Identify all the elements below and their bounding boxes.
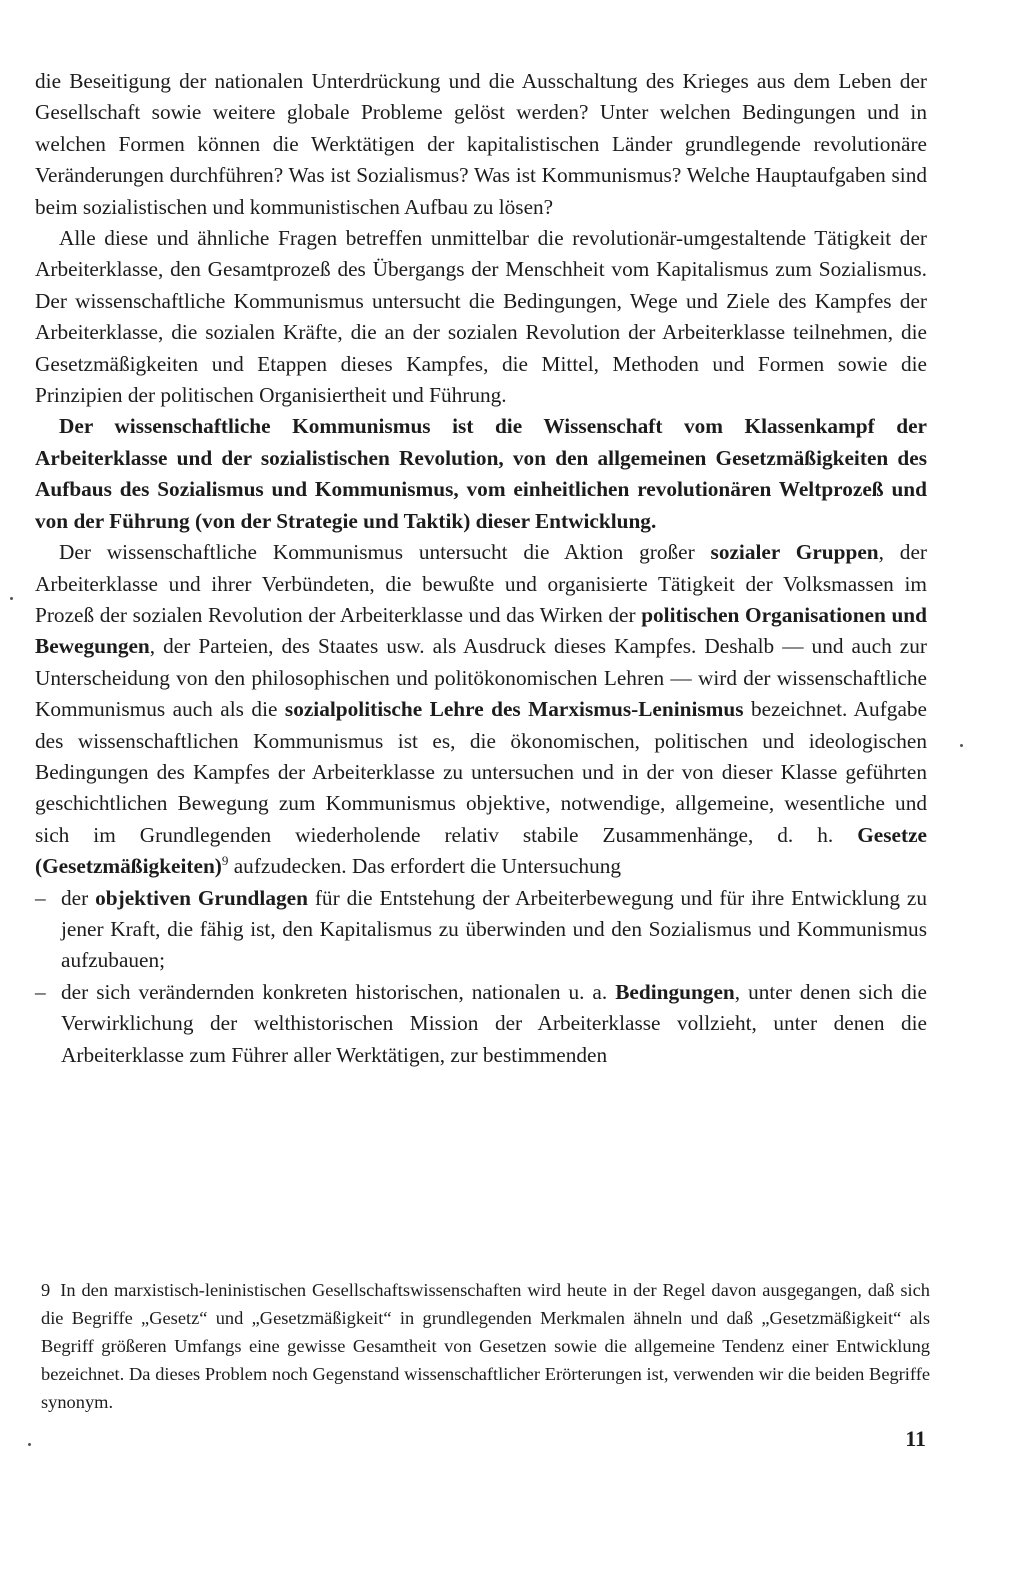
list-bold: objektiven Grundlagen <box>95 885 308 910</box>
page-number: 11 <box>905 1426 926 1451</box>
paragraph-2: Alle diese und ähnliche Fragen betreffen unmittelbar die revolutionär-umgestaltende Tätigkeit der Arbeiterklasse, den Gesamtprozeß des Übergangs der Menschheit vom Kapitalismus zum Sozialismus. Der wissenschaftliche Kommunismus untersucht die Bedingungen, Wege und Ziele des Kampfes der Arbeiterklasse, die sozialen Kräfte, die an der sozialen Revolution der Arbeiterklasse teilnehmen, die Gesetzmäßigkeiten und Etappen dieses Kampfes, die Mittel, Methoden und Formen sowie die Prinzipien der politischen Organisiertheit und Führung. <box>35 226 927 408</box>
footnote-number: 9 <box>41 1280 51 1300</box>
list-item <box>35 883 927 977</box>
p4-text-3: , der Parteien, des Staates usw. als Ausdruck dieses Kampfes. Deshalb — und auch zur Unterscheidung von den philosophischen und politökonomischen Lehren — wird der wissenschaftliche Kommunismus auch als die <box>35 634 927 722</box>
p4-text-1: Der wissenschaftliche Kommunismus untersucht die Aktion großer <box>59 540 711 565</box>
footnote <box>41 1276 930 1416</box>
scan-speck <box>10 597 13 600</box>
p4-text-2: , der Arbeiterklasse und ihrer Verbündeten, die bewußte und organisierte Tätigkeit der Volksmassen im Prozeß der sozialen Revolution der Arbeiterklasse und das Wirken der <box>35 540 927 627</box>
footnote-reference[interactable]: 9 <box>221 853 229 869</box>
list-text-1: der sich verändernden konkreten historischen, nationalen u. a. <box>61 979 616 1004</box>
dash-marker: – <box>35 979 46 1004</box>
p4-text-5: aufzudecken. Das erfordert die Untersuchung <box>228 854 622 879</box>
scan-speck <box>960 744 963 747</box>
p4-bold-organisationen: politischen Organisationen und Bewegungen <box>35 602 927 659</box>
dash-list <box>35 883 927 1071</box>
list-bold: Bedingungen <box>615 979 735 1004</box>
list-text-2: , unter denen sich die Verwirklichung der welthistorischen Mission der Arbeiterklasse vollzieht, unter denen die Arbeiterklasse zum Führer aller Werktätigen, zur bestimmenden <box>61 979 927 1067</box>
page-body <box>35 66 927 1071</box>
list-text-1: der <box>61 885 96 910</box>
footnote-text: In den marxistisch-leninistischen Gesellschaftswissenschaften wird heute in der Regel davon ausgegangen, daß sich die Begriffe „Gesetz“ und „Gesetzmäßigkeit“ in grundlegenden Merkmalen ähneln und daß „Gesetzmäßigkeit“ als Begriff größeren Umfangs eine gewisse Gesamtheit von Gesetzen sowie die allgemeine Tendenz einer Entwicklung bezeichnet. Da dieses Problem noch Gegenstand wissenschaftlicher Erörterungen ist, verwenden wir die beiden Begriffe synonym. <box>41 1280 930 1412</box>
paragraph-4 <box>35 537 927 882</box>
p4-bold-lehre: sozialpolitische Lehre des Marxismus-Leninismus <box>284 697 744 722</box>
p4-bold-gesetze: Gesetze (Gesetzmäßigkeiten) <box>35 822 927 879</box>
paragraph-1: die Beseitigung der nationalen Unterdrückung und die Ausschaltung des Krieges aus dem Leben der Gesellschaft sowie weitere globale Probleme gelöst werden? Unter welchen Bedingungen und in welchen Formen können die Werktätigen der kapitalistischen Länder grundlegende revolutionäre Veränderungen durchführen? Was ist Sozialismus? Was ist Kommunismus? Welche Hauptaufgaben sind beim sozialistischen und kommunistischen Aufbau zu lösen? <box>35 69 927 219</box>
definition-paragraph: Der wissenschaftliche Kommunismus ist die Wissenschaft vom Klassenkampf der Arbeiterklasse und der sozialistischen Revolution, von den allgemeinen Gesetzmäßigkeiten des Aufbaus des Sozialismus und Kommunismus, vom einheitlichen revolutionären Weltprozeß und von der Führung (von der Strategie und Taktik) dieser Entwicklung. <box>35 414 927 533</box>
scan-speck <box>28 1443 31 1446</box>
p4-bold-sozialer-gruppen: sozialer Gruppen <box>710 540 879 565</box>
list-text-2: für die Entstehung der Arbeiterbewegung und für ihre Entwicklung zu jener Kraft, die fähig ist, den Kapitalismus zu überwinden und den Sozialismus und Kommunismus aufzubauen; <box>61 885 927 973</box>
dash-marker: – <box>35 885 46 910</box>
p4-text-4: bezeichnet. Aufgabe des wissenschaftlichen Kommunismus ist es, die ökonomischen, politischen und ideologischen Bedingungen des Kampfes der Arbeiterklasse zu untersuchen und in der von dieser Klasse geführten geschichtlichen Bewegung zum Kommunismus objektive, notwendige, allgemeine, wesentliche und sich im Grundlegenden wiederholende relativ stabile Zusammenhänge, d. h. <box>35 697 927 847</box>
list-item <box>35 977 927 1071</box>
